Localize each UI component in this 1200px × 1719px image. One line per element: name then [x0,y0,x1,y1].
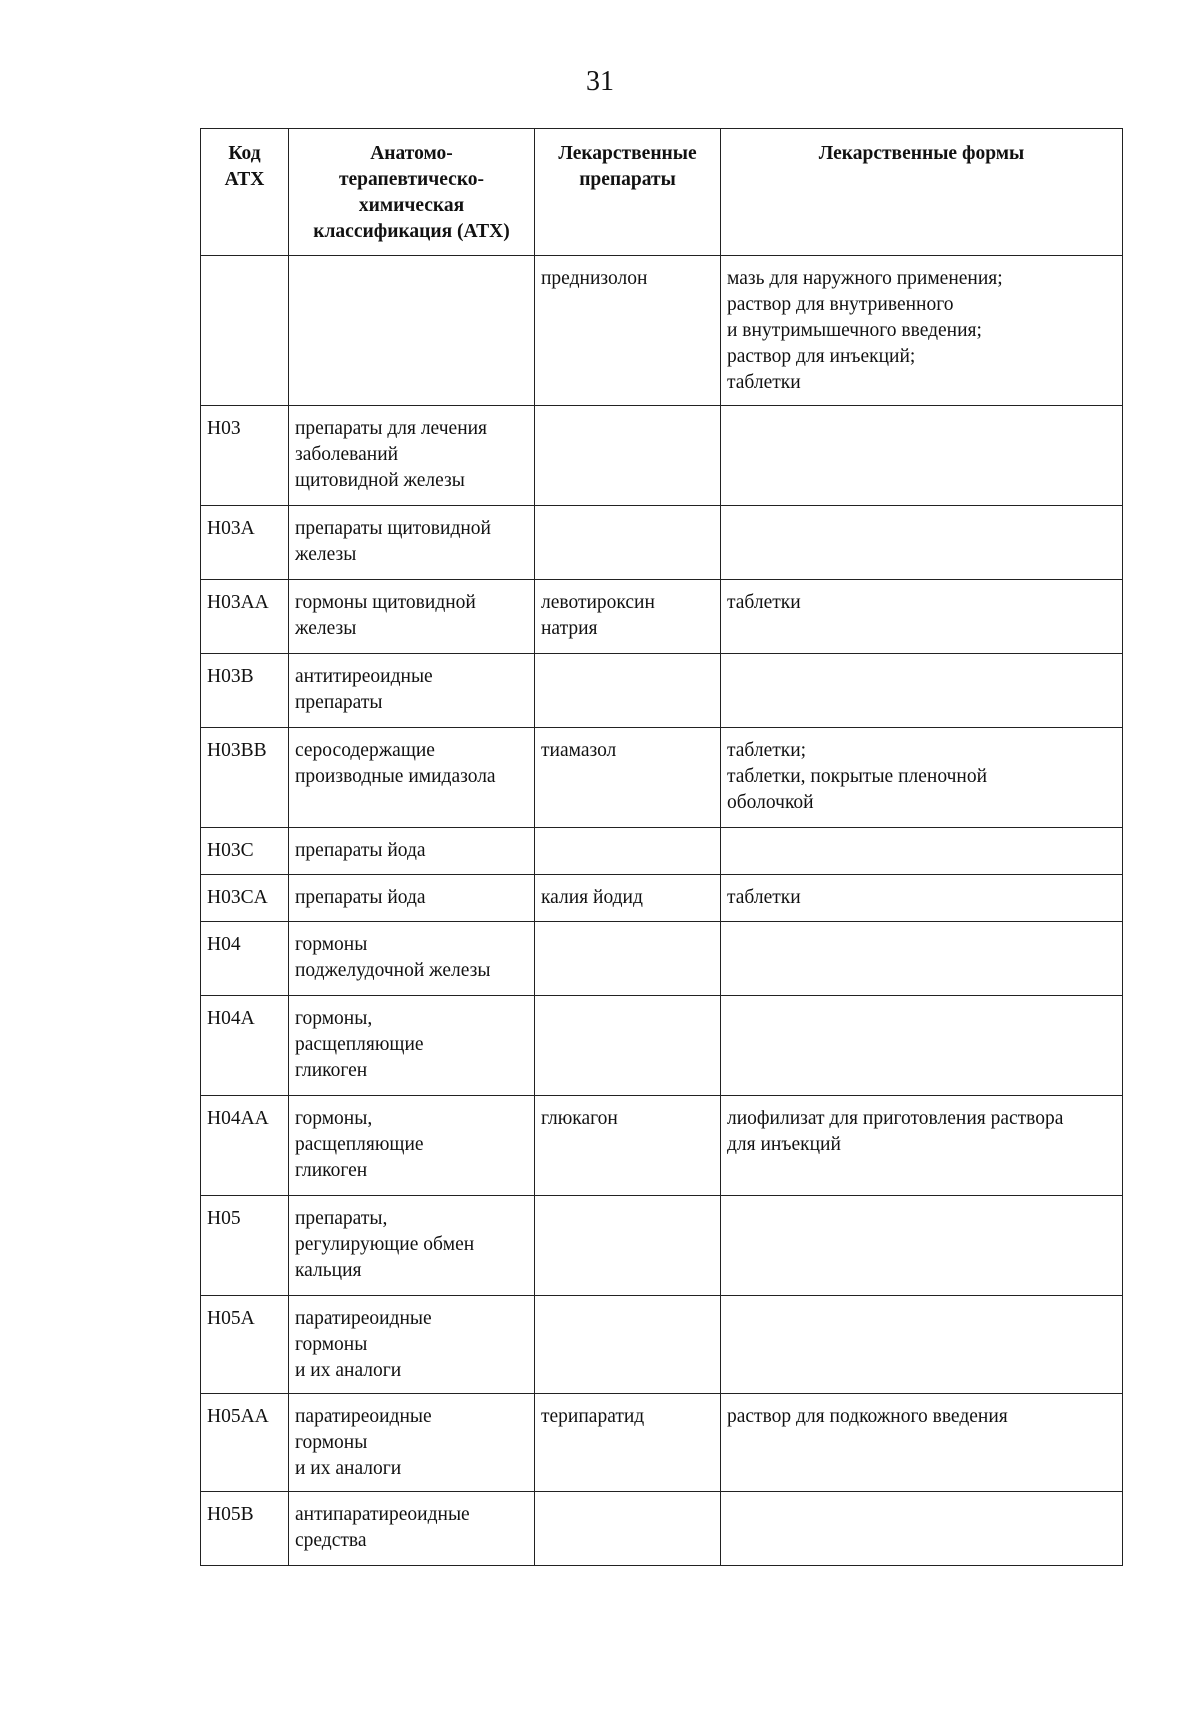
cell-forms [721,1196,1123,1296]
cell-forms [721,406,1123,506]
header-forms: Лекарственные формы [721,129,1123,256]
cell-code: H03CA [201,875,289,922]
cell-forms: таблетки [721,580,1123,654]
cell-classification: препараты щитовидной железы [289,506,535,580]
cell-classification: паратиреоидные гормоны и их аналоги [289,1296,535,1394]
cell-classification: гормоны поджелудочной железы [289,922,535,996]
cell-code: H04A [201,996,289,1096]
cell-classification: препараты йода [289,828,535,875]
atx-table [200,128,1123,1566]
cell-forms [721,654,1123,728]
cell-code: H05 [201,1196,289,1296]
table-row [201,1196,1123,1296]
cell-code: H04 [201,922,289,996]
cell-code: H05A [201,1296,289,1394]
cell-classification: паратиреоидные гормоны и их аналоги [289,1394,535,1492]
cell-drug [535,406,721,506]
cell-code: H03A [201,506,289,580]
cell-classification: гормоны, расщепляющие гликоген [289,1096,535,1196]
cell-code: H03BB [201,728,289,828]
table-row [201,256,1123,406]
table-row [201,728,1123,828]
table-row [201,654,1123,728]
cell-classification: препараты для лечения заболеваний щитовидной железы [289,406,535,506]
table-row [201,875,1123,922]
cell-drug [535,506,721,580]
table-row [201,1296,1123,1394]
table-row [201,922,1123,996]
cell-drug: преднизолон [535,256,721,406]
cell-forms: таблетки; таблетки, покрытые пленочной оболочкой [721,728,1123,828]
cell-classification: препараты, регулирующие обмен кальция [289,1196,535,1296]
cell-classification: антипаратиреоидные средства [289,1492,535,1566]
header-drugs: Лекарственные препараты [535,129,721,256]
cell-drug: левотироксин натрия [535,580,721,654]
cell-code: H03 [201,406,289,506]
table-row [201,828,1123,875]
cell-forms [721,1492,1123,1566]
table-row [201,1096,1123,1196]
cell-forms [721,1296,1123,1394]
cell-code [201,256,289,406]
table-header-row [201,129,1123,256]
table-row [201,580,1123,654]
cell-forms [721,506,1123,580]
cell-drug [535,1296,721,1394]
cell-classification [289,256,535,406]
page-number: 31 [586,66,614,97]
cell-classification: антитиреоидные препараты [289,654,535,728]
table-row [201,1394,1123,1492]
cell-drug: калия йодид [535,875,721,922]
cell-classification: серосодержащие производные имидазола [289,728,535,828]
table-row [201,406,1123,506]
cell-forms [721,828,1123,875]
cell-drug: терипаратид [535,1394,721,1492]
header-code: Код ATX [201,129,289,256]
cell-forms: таблетки [721,875,1123,922]
cell-forms [721,922,1123,996]
cell-drug [535,1492,721,1566]
cell-drug [535,654,721,728]
cell-forms [721,996,1123,1096]
cell-forms: лиофилизат для приготовления раствора для инъекций [721,1096,1123,1196]
cell-drug [535,922,721,996]
cell-code: H03C [201,828,289,875]
cell-forms: мазь для наружного применения; раствор для внутривенного и внутримышечного введения; раствор для инъекций; таблетки [721,256,1123,406]
cell-classification: гормоны, расщепляющие гликоген [289,996,535,1096]
header-classification: Анатомо- терапевтическо- химическая классификация (ATX) [289,129,535,256]
cell-code: H05B [201,1492,289,1566]
cell-code: H04AA [201,1096,289,1196]
cell-drug: тиамазол [535,728,721,828]
cell-code: H03B [201,654,289,728]
cell-drug [535,996,721,1096]
table-row [201,996,1123,1096]
cell-drug [535,828,721,875]
cell-forms: раствор для подкожного введения [721,1394,1123,1492]
table-row [201,506,1123,580]
cell-code: H03AA [201,580,289,654]
cell-drug [535,1196,721,1296]
cell-classification: препараты йода [289,875,535,922]
cell-code: H05AA [201,1394,289,1492]
table-row [201,1492,1123,1566]
cell-drug: глюкагон [535,1096,721,1196]
cell-classification: гормоны щитовидной железы [289,580,535,654]
